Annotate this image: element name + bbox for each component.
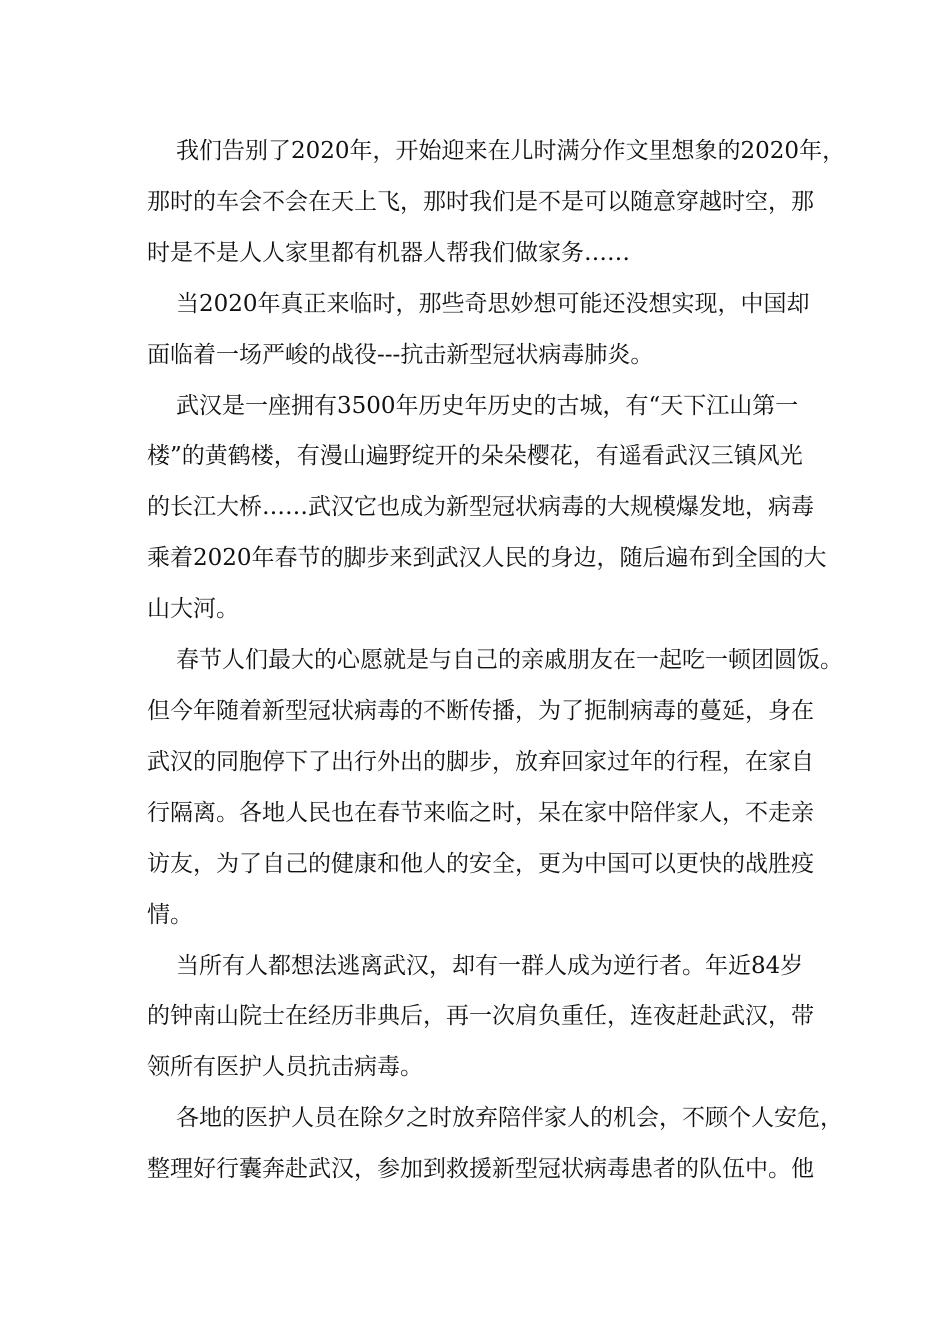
- text-line: 我们告别了2020年，开始迎来在儿时满分作文里想象的2020年，: [176, 138, 846, 164]
- text-line: 楼”的黄鹤楼，有漫山遍野绽开的朵朵樱花，有遥看武汉三镇风光: [147, 443, 803, 469]
- text-line: 面临着一场严峻的战役---抗击新型冠状病毒肺炎。: [147, 342, 654, 368]
- text-line: 但今年随着新型冠状病毒的不断传播，为了扼制病毒的蔓延，身在: [147, 698, 814, 724]
- text-line: 时是不是人人家里都有机器人帮我们做家务……: [147, 240, 630, 266]
- text-line: 山大河。: [147, 596, 239, 622]
- text-line: 武汉的同胞停下了出行外出的脚步，放弃回家过年的行程，在家自: [147, 749, 814, 775]
- text-line: 武汉是一座拥有3500年历史年历史的古城，有“天下江山第一: [176, 393, 799, 419]
- text-line: 情。: [147, 902, 193, 928]
- text-line: 的长江大桥……武汉它也成为新型冠状病毒的大规模爆发地，病毒: [147, 494, 814, 520]
- text-line: 春节人们最大的心愿就是与自己的亲戚朋友在一起吃一顿团圆饭。: [176, 647, 843, 673]
- text-line: 当2020年真正来临时，那些奇思妙想可能还没想实现，中国却: [176, 291, 810, 317]
- text-line: 各地的医护人员在除夕之时放弃陪伴家人的机会，不顾个人安危，: [176, 1105, 843, 1131]
- text-line: 乘着2020年春节的脚步来到武汉人民的身边，随后遍布到全国的大: [147, 545, 827, 571]
- text-line: 访友，为了自己的健康和他人的安全，更为中国可以更快的战胜疫: [147, 851, 814, 877]
- text-line: 领所有医护人员抗击病毒。: [147, 1054, 423, 1080]
- text-line: 行隔离。各地人民也在春节来临之时，呆在家中陪伴家人，不走亲: [147, 800, 814, 826]
- text-line: 那时的车会不会在天上飞，那时我们是不是可以随意穿越时空，那: [147, 189, 814, 215]
- text-line: 的钟南山院士在经历非典后，再一次肩负重任，连夜赶赴武汉，带: [147, 1003, 814, 1029]
- text-line: 当所有人都想法逃离武汉，却有一群人成为逆行者。年近84岁: [176, 953, 804, 979]
- text-line: 整理好行囊奔赴武汉，参加到救援新型冠状病毒患者的队伍中。他: [147, 1156, 814, 1182]
